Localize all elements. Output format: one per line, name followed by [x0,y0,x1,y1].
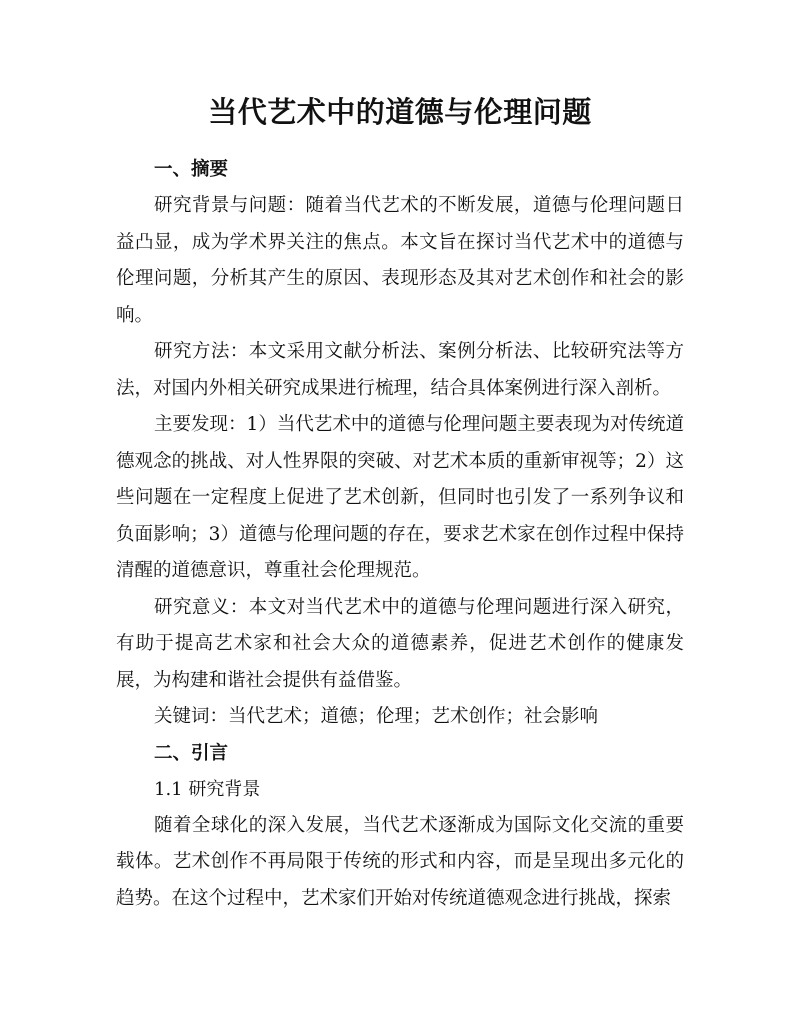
section-heading-introduction: 二、引言 [154,742,229,764]
subsection-heading-background: 1.1 研究背景 [154,778,261,800]
paragraph-findings: 主要发现：1）当代艺术中的道德与伦理问题主要表现为对传统道德观念的挑战、对人性界限的突破、对艺术本质的重新审视等；2）这些问题在一定程度上促进了艺术创新，但同时也引发了一系列争议和负面影响；3）道德与伦理问题的存在，要求艺术家在创作过程中保持清醒的道德意识，尊重社会伦理规范。 [116,414,684,581]
paragraph-methods: 研究方法：本文采用文献分析法、案例分析法、比较研究法等方法，对国内外相关研究成果进行梳理，结合具体案例进行深入剖析。 [116,341,684,399]
paragraph-intro-background: 随着全球化的深入发展，当代艺术逐渐成为国际文化交流的重要载体。艺术创作不再局限于传统的形式和内容，而是呈现出多元化的趋势。在这个过程中，艺术家们开始对传统道德观念进行挑战，探索 [116,814,684,909]
paragraph-significance: 研究意义：本文对当代艺术中的道德与伦理问题进行深入研究，有助于提高艺术家和社会大众的道德素养，促进艺术创作的健康发展，为构建和谐社会提供有益借鉴。 [116,596,684,691]
document-title: 当代艺术中的道德与伦理问题 [208,95,592,129]
paragraph-background: 研究背景与问题：随着当代艺术的不断发展，道德与伦理问题日益凸显，成为学术界关注的焦点。本文旨在探讨当代艺术中的道德与伦理问题，分析其产生的原因、表现形态及其对艺术创作和社会的影响。 [116,195,684,326]
paragraph-keywords: 关键词：当代艺术；道德；伦理；艺术创作；社会影响 [154,706,599,727]
section-heading-abstract: 一、摘要 [154,159,229,180]
